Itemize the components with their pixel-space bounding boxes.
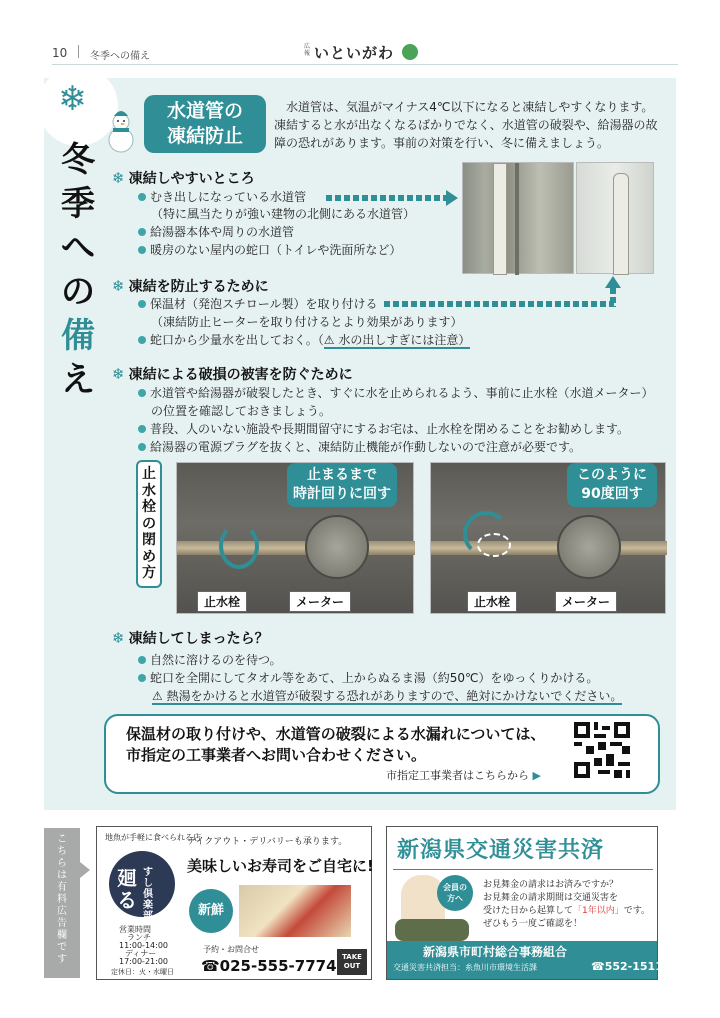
ad-side-text: こちらは有料広告欄です — [57, 834, 67, 965]
list-item: むき出しになっている水道管 — [138, 189, 306, 206]
ad1-phone[interactable]: ☎025-555-7774 — [201, 957, 337, 975]
car-icon — [395, 919, 469, 941]
header-divider — [78, 45, 79, 58]
warning-note: ⚠ 熱湯をかけると水道管が破裂する恐れがありますので、絶対にかけないでください。 — [152, 689, 623, 703]
list-item-cont: の位置を確認しておきましょう。 — [151, 404, 332, 418]
meter-shape — [305, 515, 369, 579]
arrow-line — [610, 288, 616, 307]
ad2-phone[interactable]: ☎552-1511 — [591, 960, 663, 973]
section4-heading: ❄ 凍結してしまったら？ — [112, 629, 269, 647]
valve-tag: 止水栓 — [467, 591, 517, 612]
vertical-title: 冬 季 へ の 備 え — [61, 140, 95, 400]
insulation-shape — [613, 173, 629, 275]
snowman-icon — [104, 108, 138, 154]
valve-tag: 止水栓 — [197, 591, 247, 612]
topic-badge: 水道管の 凍結防止 — [144, 95, 266, 153]
contact-text: 保温材の取り付けや、水道管の破裂による水漏れについては、 市指定の工事業者へお問い合わせください。 — [126, 725, 546, 764]
arrow-line — [384, 301, 614, 307]
list-item: 蛇口から少量水を出しておく。（⚠ 水の出しすぎには注意） — [138, 332, 470, 349]
section1-heading: ❄ 凍結しやすいところ — [112, 169, 255, 187]
section3-heading: ❄ 凍結による破損の被害を防ぐために — [112, 365, 353, 383]
list-item-note: （凍結防止ヒーターを取り付けるとより効果があります） — [151, 315, 463, 329]
sushi-photo — [239, 885, 351, 937]
insulated-pipe-photo — [576, 162, 654, 274]
list-item: 保温材（発泡スチロール製）を取り付ける — [138, 296, 378, 313]
arrow-right-icon — [446, 190, 458, 206]
list-item-note: （特に風当たりが強い建物の北側にある水道管） — [151, 207, 416, 221]
valve-closing-label: 止 水 栓 の 閉 め 方 — [136, 460, 162, 588]
warning-icon: ⚠ — [152, 689, 163, 703]
valve-photo-clockwise — [176, 462, 414, 614]
valve-photo-90deg — [430, 462, 666, 614]
bullet-icon — [138, 443, 146, 451]
list-item: 普段、人のいない施設や長期間留守にするお宅は、止水栓を閉めることをお勧めします。 — [138, 421, 629, 438]
header-rule — [52, 64, 678, 65]
bullet-icon — [138, 246, 146, 254]
callout: 止まるまで 時計回りに回す — [287, 463, 397, 507]
magazine-logo: いといがわ — [314, 44, 395, 62]
pipe-shape — [515, 163, 519, 275]
list-item: 自然に溶けるのを待つ。 — [138, 652, 282, 669]
arrow-line — [326, 195, 448, 201]
meter-tag: メーター — [289, 591, 351, 612]
section2-heading: ❄ 凍結を防止するために — [112, 277, 269, 295]
member-badge: 会員の方へ — [437, 875, 473, 911]
traffic-insurance-ad[interactable]: 新潟県交通災害共済 会員の方へ お見舞金の請求はお済みですか？ お見舞金の請求期間は交通災害を 受けた日から起算して「1年以内」です。 ぜひもう一度ご確認を！ 新潟県市町村総合事務組合 交通災害共済担当：糸魚川市環境生活課 ☎552-1511 — [386, 826, 658, 980]
pipe-shape — [493, 163, 507, 275]
exposed-pipe-photo — [462, 162, 574, 274]
page-number: 10 — [52, 46, 68, 60]
section-label: 冬季への備え — [90, 51, 150, 62]
pipe-shape — [177, 541, 415, 555]
bullet-icon — [138, 193, 146, 201]
meter-shape — [557, 515, 621, 579]
bullet-icon — [138, 656, 146, 664]
logo-mark-icon — [402, 44, 418, 60]
valve-highlight — [477, 533, 511, 557]
snowflake-icon: ❄ — [112, 365, 125, 383]
list-item: 給湯器本体や周りの水道管 — [138, 224, 294, 241]
intro-text: 水道管は、気温がマイナス4℃以下になると凍結しやすくなります。凍結すると水が出なくなるばかりでなく、水道管の破裂や、給湯器の故障の恐れがあります。事前の対策を行い、冬に備えましょう。 — [274, 100, 658, 150]
snowflake-icon: ❄ — [112, 629, 125, 647]
sushi-ad[interactable]: 地魚が手軽に食べられる店 廻る すし倶楽部 テイクアウト・デリバリーも承ります。 美味しいお寿司をご自宅に! 新鮮 営業時間 ランチ 11:00-14:00 ディナー 17:00-21:00 定休日：火・水曜日 予約・お問合せ ☎025-555-7774 TAKE OUT — [96, 826, 372, 980]
warning-icon: ⚠ — [323, 333, 335, 347]
rotate-arrow-icon — [219, 523, 259, 569]
snowflake-icon: ❄ — [112, 169, 125, 187]
callout: このように 90度回す — [567, 463, 657, 507]
arrow-up-icon — [605, 276, 621, 288]
list-item: 給湯器の電源プラグを抜くと、凍結防止機能が作動しないので注意が必要です。 — [138, 439, 581, 456]
bullet-icon — [138, 674, 146, 682]
bullet-icon — [138, 425, 146, 433]
arrow-right-icon — [80, 862, 90, 878]
list-item: 蛇口を全開にしてタオル等をあて、上からぬるま湯（約50℃）をゆっくりかける。 — [138, 670, 598, 687]
magazine-small-label: 広報 — [304, 43, 311, 57]
list-item: 水道管や給湯器が破裂したとき、すぐに水を止められるよう、事前に止水栓（水道メーター） — [138, 385, 654, 402]
bullet-icon — [138, 228, 146, 236]
play-arrow-icon: ▶ — [532, 769, 541, 782]
snowflake-icon: ❄ — [112, 277, 125, 295]
takeout-badge: TAKE OUT — [337, 949, 367, 975]
bullet-icon — [138, 300, 146, 308]
meter-tag: メーター — [555, 591, 617, 612]
snowflake-icon: ❄ — [58, 79, 87, 119]
bullet-icon — [138, 389, 146, 397]
contractor-link[interactable]: 市指定工事業者はこちらから ▶ — [386, 769, 541, 782]
bullet-icon — [138, 336, 146, 344]
qr-code-icon[interactable] — [574, 722, 630, 778]
list-item: 暖房のない屋内の蛇口（トイレや洗面所など） — [138, 242, 401, 259]
